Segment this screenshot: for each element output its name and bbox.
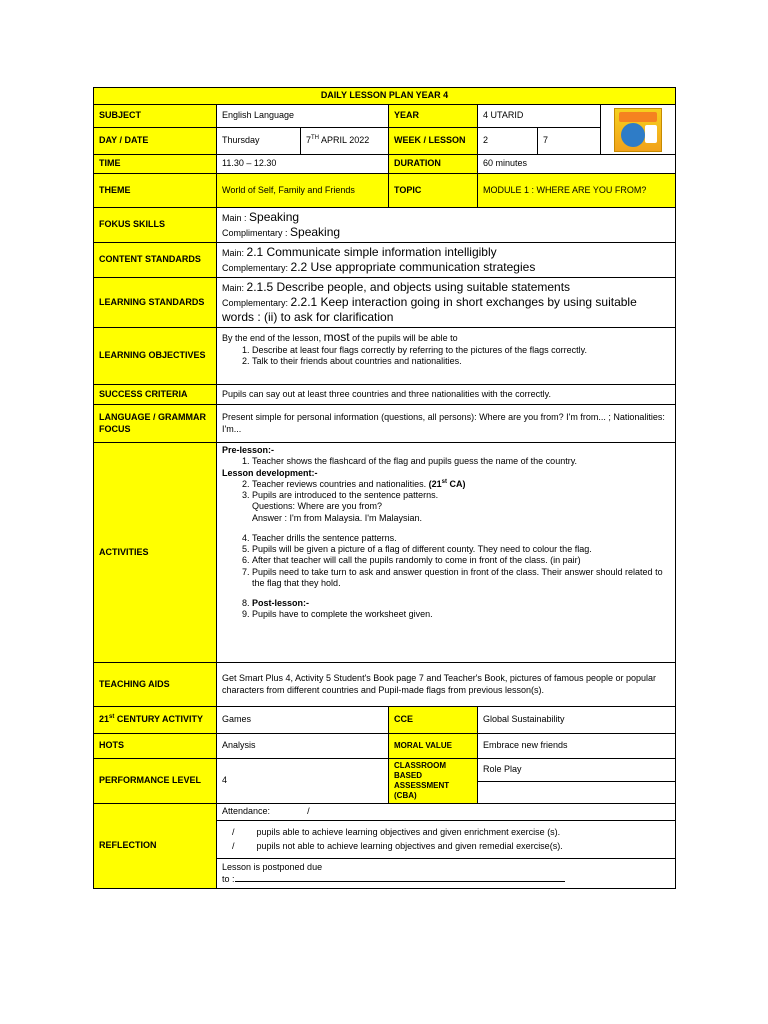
- date-value: 7TH APRIL 2022: [301, 128, 389, 155]
- success-criteria-label: SUCCESS CRITERIA: [94, 385, 217, 405]
- activity-item: 4. Teacher drills the sentence patterns.: [252, 533, 670, 544]
- lesson-plan-table: [93, 87, 676, 889]
- moral-value-label: MORAL VALUE: [389, 734, 478, 759]
- objective-item: 1. Describe at least four flags correctly by referring to the pictures of the flags correctly.: [252, 345, 670, 356]
- day-value: Thursday: [217, 128, 301, 155]
- learning-standards-label: LEARNING STANDARDS: [94, 278, 217, 328]
- pre-lesson-heading: Pre-lesson:-: [222, 445, 275, 455]
- time-label: TIME: [94, 155, 217, 174]
- lesson-value: 7: [538, 128, 601, 155]
- learning-objectives-label: LEARNING OBJECTIVES: [94, 328, 217, 385]
- language-focus-label: LANGUAGE / GRAMMAR FOCUS: [94, 405, 217, 443]
- language-focus-value: Present simple for personal information (questions, all persons): Where are you from? I'm from... ; Nationalities: I'm...: [217, 405, 676, 443]
- topic-label: TOPIC: [389, 174, 478, 208]
- moral-value-value: Embrace new friends: [478, 734, 676, 759]
- hots-label: HOTS: [94, 734, 217, 759]
- post-lesson-heading: 8. Post-lesson:-: [252, 598, 670, 609]
- duration-label: DURATION: [389, 155, 478, 174]
- textbook-cover-image: [614, 108, 662, 152]
- hots-value: Analysis: [217, 734, 389, 759]
- duration-value: 60 minutes: [478, 155, 676, 174]
- subject-value: English Language: [217, 105, 389, 128]
- year-label: YEAR: [389, 105, 478, 128]
- time-value: 11.30 – 12.30: [217, 155, 389, 174]
- postponed-row: Lesson is postponed due to :: [217, 859, 676, 889]
- teaching-aids-label: TEACHING AIDS: [94, 663, 217, 707]
- objective-item: 2. Talk to their friends about countries and nationalities.: [252, 356, 670, 367]
- performance-level-label: PERFORMANCE LEVEL: [94, 759, 217, 804]
- theme-label: THEME: [94, 174, 217, 208]
- textbook-cover: [601, 105, 676, 155]
- cba-label: CLASSROOM BASED ASSESSMENT (CBA): [389, 759, 478, 804]
- activity-item: 2. Teacher reviews countries and nationalities. (21st CA): [252, 479, 670, 490]
- activity-item: 3. Pupils are introduced to the sentence patterns. Questions: Where are you from? Answer : I'm from Malaysia. I'm Malaysian.: [252, 490, 670, 524]
- reflection-outcomes: / pupils able to achieve learning objectives and given enrichment exercise (s). / pupils not able to achieve learning objectives and given remedial exercise(s).: [217, 821, 676, 859]
- focus-skills-value: Main : Speaking Complimentary : Speaking: [217, 208, 676, 243]
- activity-item: 9. Pupils have to complete the worksheet given.: [252, 609, 670, 620]
- week-value: 2: [478, 128, 538, 155]
- learning-standards-value: Main: 2.1.5 Describe people, and objects using suitable statements Complementary: 2.2.1 Keep interaction going in short exchanges by using suitable words : (ii) to ask for clarification: [217, 278, 676, 328]
- performance-level-value: 4: [217, 759, 389, 804]
- lesson-development-heading: Lesson development:-: [222, 467, 318, 478]
- cce-label: CCE: [389, 707, 478, 734]
- activities-value: [217, 443, 676, 663]
- activity-item: 7. Pupils need to take turn to ask and answer question in front of the class. Their answer should related to the flag that they hold.: [252, 567, 670, 590]
- theme-value: World of Self, Family and Friends: [217, 174, 389, 208]
- century-activity-label: 21st CENTURY ACTIVITY: [94, 707, 217, 734]
- teaching-aids-value: Get Smart Plus 4, Activity 5 Student's Book page 7 and Teacher's Book, pictures of famous people or popular characters from different countries and Pupil-made flags from previous lesson(s).: [217, 663, 676, 707]
- day-label: DAY / DATE: [94, 128, 217, 155]
- content-standards-value: Main: 2.1 Communicate simple information intelligibly Complementary: 2.2 Use appropriate communication strategies: [217, 243, 676, 278]
- page-title: DAILY LESSON PLAN YEAR 4: [94, 88, 676, 105]
- cba-value: Role Play: [478, 759, 676, 782]
- activity-item: 6. After that teacher will call the pupils randomly to come in front of the class. (in pair): [252, 555, 670, 566]
- cce-value: Global Sustainability: [478, 707, 676, 734]
- topic-value: MODULE 1 : WHERE ARE YOU FROM?: [478, 174, 676, 208]
- activity-item: 1. Teacher shows the flashcard of the flag and pupils guess the name of the country.: [252, 456, 670, 467]
- success-criteria-value: Pupils can say out at least three countries and three nationalities with the correctly.: [217, 385, 676, 405]
- subject-label: SUBJECT: [94, 105, 217, 128]
- activity-item: 5. Pupils will be given a picture of a flag of different county. They need to colour the flag.: [252, 544, 670, 555]
- century-activity-value: Games: [217, 707, 389, 734]
- year-value: 4 UTARID: [478, 105, 601, 128]
- focus-skills-label: FOKUS SKILLS: [94, 208, 217, 243]
- week-label: WEEK / LESSON: [389, 128, 478, 155]
- cba-empty: [478, 782, 676, 804]
- attendance-row: Attendance: /: [217, 804, 676, 821]
- content-standards-label: CONTENT STANDARDS: [94, 243, 217, 278]
- activities-label: ACTIVITIES: [94, 443, 217, 663]
- learning-objectives-value: By the end of the lesson, most of the pupils will be able to 1. Describe at least four flags correctly by referring to the pictures of the flags correctly. 2. Talk to their friends about countries and nationalities.: [217, 328, 676, 385]
- reflection-label: REFLECTION: [94, 804, 217, 889]
